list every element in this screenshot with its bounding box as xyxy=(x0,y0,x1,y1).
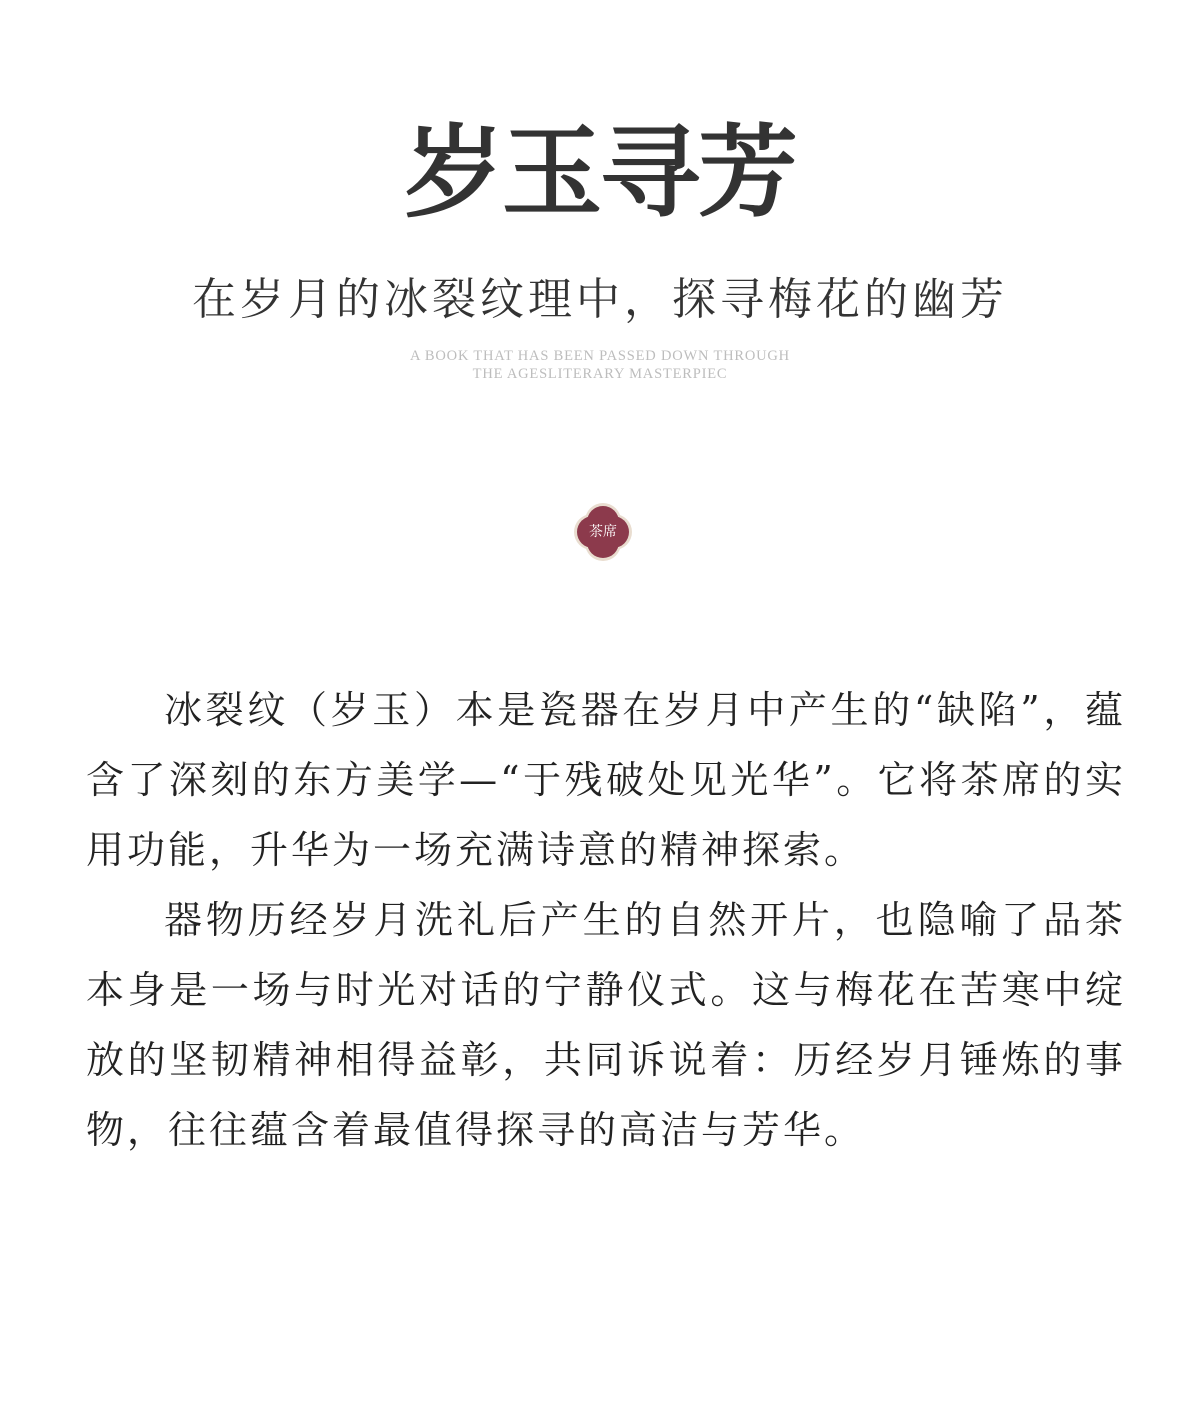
article-paragraph-1: 冰裂纹（岁玉）本是瓷器在岁月中产生的“缺陷”，蕴含了深刻的东方美学—“于残破处见光华”。它将茶席的实用功能，升华为一场充满诗意的精神探索。 xyxy=(86,688,1126,872)
page-subtitle: 在岁月的冰裂纹理中，探寻梅花的幽芳 xyxy=(192,274,1008,325)
english-tagline-line-2: THE AGESLITERARY MASTERPIEC xyxy=(472,366,728,382)
english-tagline-line-1: A BOOK THAT HAS BEEN PASSED DOWN THROUGH xyxy=(410,348,790,364)
english-tagline xyxy=(0,347,1200,383)
page-title: 岁玉寻芳 xyxy=(404,113,796,231)
badge-label: 茶席 xyxy=(589,524,617,540)
article-body xyxy=(86,675,1126,1165)
article-paragraph-2: 器物历经岁月洗礼后产生的自然开片，也隐喻了品茶本身是一场与时光对话的宁静仪式。这与梅花在苦寒中绽放的坚韧精神相得益彰，共同诉说着：历经岁月锤炼的事物，往往蕴含着最值得探寻的高洁与芳华。 xyxy=(86,898,1126,1152)
section-badge xyxy=(574,503,632,561)
